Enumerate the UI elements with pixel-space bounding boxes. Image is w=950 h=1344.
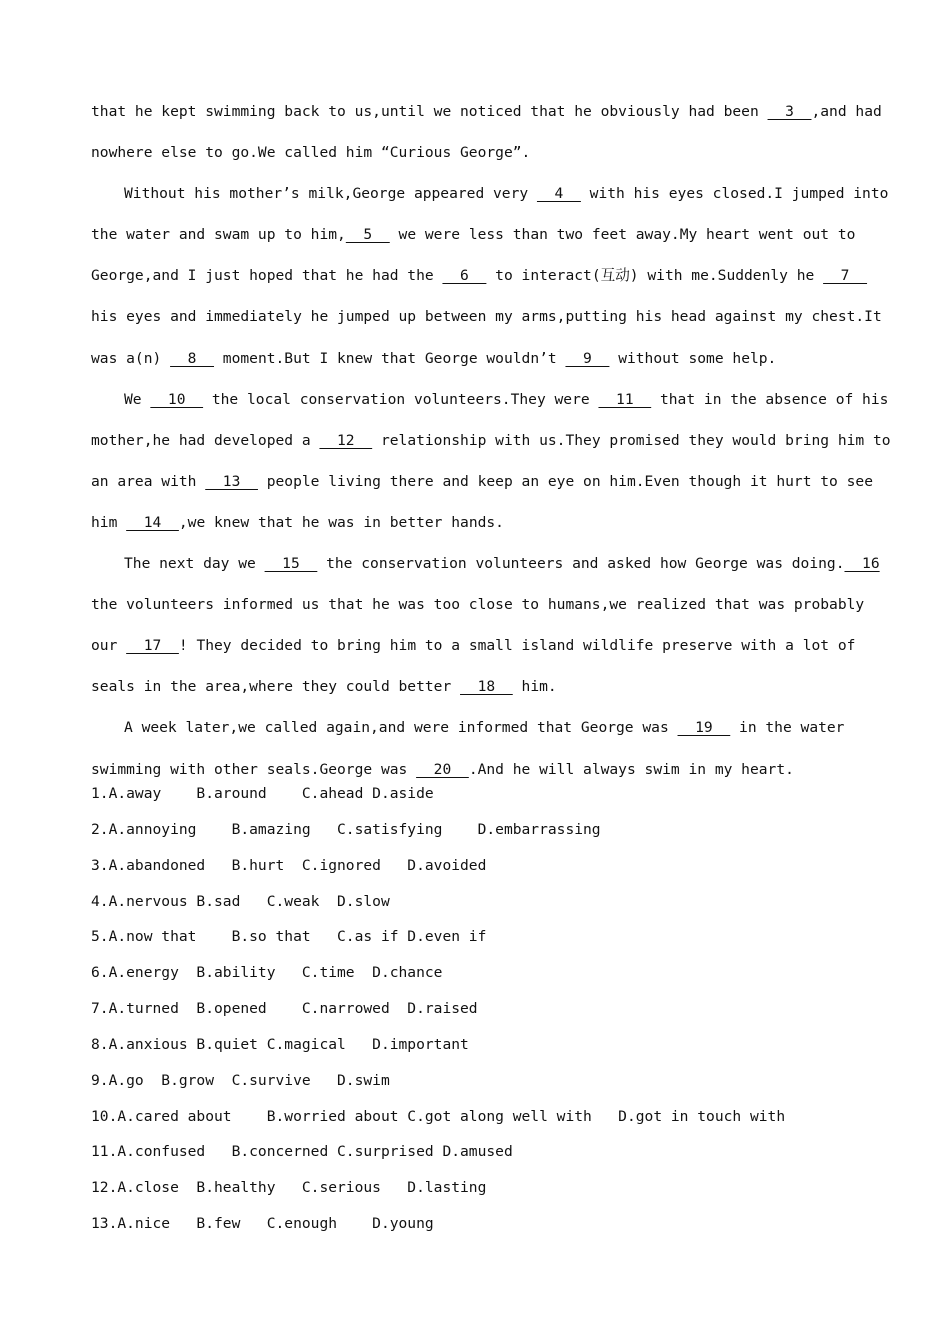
text: George,and I just hoped that he had the bbox=[91, 267, 443, 285]
blank-4: 4 bbox=[536, 185, 581, 203]
blank-7: 7 bbox=[823, 267, 868, 285]
blank-16: 16 bbox=[844, 555, 880, 573]
answer-options bbox=[91, 776, 871, 1242]
text: we were less than two feet away.My heart went out to bbox=[389, 226, 856, 244]
text: relationship with us.They promised they would bring him to bbox=[372, 431, 891, 449]
blank-15: 15 bbox=[264, 555, 318, 573]
text: We bbox=[124, 390, 151, 408]
passage-line bbox=[91, 710, 861, 751]
passage-line bbox=[91, 505, 861, 546]
option-row-1: 1.A.away B.around C.ahead D.aside bbox=[91, 785, 434, 802]
text: him bbox=[91, 513, 127, 531]
text: swimming with other seals.George was bbox=[91, 760, 417, 778]
text: moment.But I knew that George wouldn’t bbox=[214, 349, 566, 367]
text: ,we knew that he was in better hands. bbox=[178, 513, 504, 531]
passage-line bbox=[91, 135, 861, 176]
text: his eyes and immediately he jumped up between my arms,putting his head against my chest.It bbox=[91, 308, 882, 326]
text: the local conservation volunteers.They were bbox=[203, 390, 599, 408]
blank-9: 9 bbox=[565, 349, 610, 367]
blank-10: 10 bbox=[150, 390, 204, 408]
option-row-4: 4.A.nervous B.sad C.weak D.slow bbox=[91, 892, 390, 910]
text: seals in the area,where they could better bbox=[91, 678, 461, 696]
text: the volunteers informed us that he was too close to humans,we realized that was probably bbox=[91, 596, 865, 614]
passage-line bbox=[91, 464, 873, 505]
passage-line bbox=[91, 341, 861, 382]
blank-3: 3 bbox=[767, 103, 812, 120]
text: mother,he had developed a bbox=[91, 431, 320, 449]
blank-5: 5 bbox=[345, 226, 390, 244]
text: nowhere else to go.We called him “Curious George”. bbox=[91, 144, 531, 162]
text: .And he will always swim in my heart. bbox=[468, 760, 794, 778]
option-row-2: 2.A.annoying B.amazing C.satisfying D.embarrassing bbox=[91, 820, 601, 838]
text: people living there and keep an eye on him.Even though it hurt to see bbox=[257, 472, 873, 490]
passage-line bbox=[91, 94, 882, 135]
text: was a(n) bbox=[91, 349, 171, 367]
text: with his eyes closed.I jumped into bbox=[580, 185, 889, 203]
text: without some help. bbox=[609, 349, 777, 367]
passage-line bbox=[91, 258, 868, 299]
text: the conservation volunteers and asked how George was doing. bbox=[317, 555, 845, 573]
passage-line bbox=[91, 176, 889, 217]
blank-20: 20 bbox=[416, 760, 469, 778]
blank-6: 6 bbox=[442, 267, 487, 285]
blank-8: 8 bbox=[170, 349, 215, 367]
blank-13: 13 bbox=[205, 472, 258, 490]
blank-18: 18 bbox=[460, 678, 513, 696]
passage-line bbox=[91, 299, 882, 340]
text: that in the absence of his bbox=[651, 390, 889, 408]
text: the water and swam up to him, bbox=[91, 226, 346, 244]
option-row-7: 7.A.turned B.opened C.narrowed D.raised bbox=[91, 1000, 478, 1018]
blank-11: 11 bbox=[598, 390, 652, 408]
blank-14: 14 bbox=[126, 513, 179, 531]
text: in the water bbox=[730, 719, 845, 737]
option-row-6: 6.A.energy B.ability C.time D.chance bbox=[91, 964, 443, 982]
text: ! They decided to bring him to a small island wildlife preserve with a lot of bbox=[178, 637, 856, 655]
text: ,and had bbox=[811, 103, 882, 120]
option-row-12: 12.A.close B.healthy C.serious D.lasting bbox=[91, 1179, 487, 1197]
passage-line bbox=[91, 628, 861, 669]
passage-line bbox=[91, 587, 865, 628]
text: Without his mother’s milk,George appeared very bbox=[124, 185, 537, 203]
passage-line bbox=[91, 669, 861, 710]
option-row-3: 3.A.abandoned B.hurt C.ignored D.avoided bbox=[91, 856, 487, 874]
text: him. bbox=[512, 678, 557, 696]
passage-line bbox=[91, 382, 889, 423]
passage-line bbox=[91, 423, 891, 464]
option-row-9: 9.A.go B.grow C.survive D.swim bbox=[91, 1071, 390, 1089]
text: A week later,we called again,and were informed that George was bbox=[124, 719, 678, 737]
option-row-11: 11.A.confused B.concerned C.surprised D.amused bbox=[91, 1143, 513, 1161]
blank-12: 12 bbox=[319, 431, 373, 449]
cloze-passage bbox=[91, 94, 891, 793]
blank-17: 17 bbox=[126, 637, 179, 655]
blank-19: 19 bbox=[677, 719, 731, 737]
text: our bbox=[91, 637, 127, 655]
text: to interact(互动) with me.Suddenly he bbox=[486, 267, 824, 285]
text: that he kept swimming back to us,until we noticed that he obviously had been bbox=[91, 103, 768, 120]
option-row-13: 13.A.nice B.few C.enough D.young bbox=[91, 1215, 434, 1233]
passage-line bbox=[91, 546, 880, 587]
text: an area with bbox=[91, 472, 206, 490]
option-row-8: 8.A.anxious B.quiet C.magical D.important bbox=[91, 1035, 469, 1053]
text: The next day we bbox=[124, 555, 265, 573]
passage-line bbox=[91, 217, 861, 258]
option-row-10: 10.A.cared about B.worried about C.got along well with D.got in touch with bbox=[91, 1107, 786, 1125]
option-row-5: 5.A.now that B.so that C.as if D.even if bbox=[91, 928, 487, 946]
